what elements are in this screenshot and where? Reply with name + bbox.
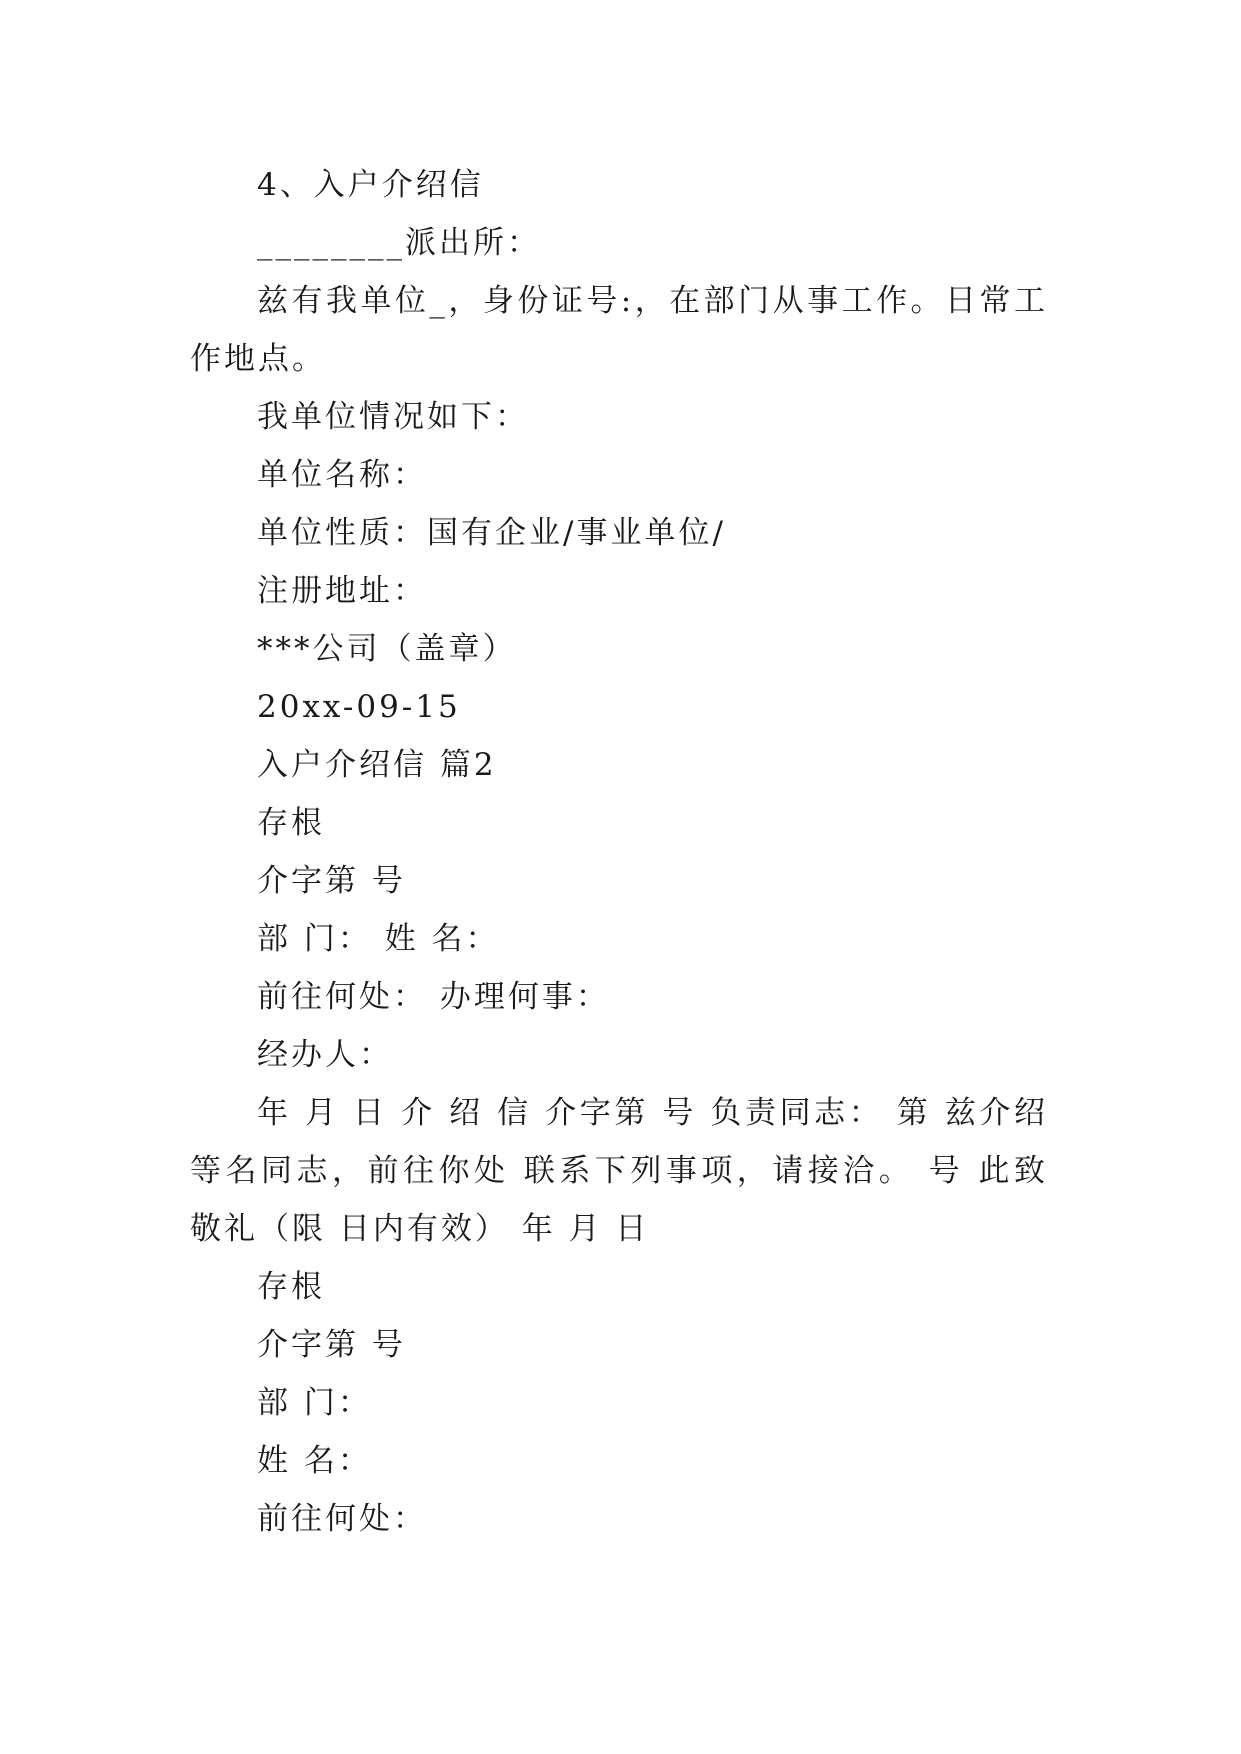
company-seal-line: ***公司（盖章） <box>257 631 517 667</box>
letter-body-text: 兹有我单位_，身份证号:，在部门从事工作。日常工作地点。 <box>190 283 1048 377</box>
destination-line: 前往何处： <box>257 1501 427 1537</box>
reference-number-line-2: 介字第 号 <box>257 1327 406 1363</box>
stub-label-2: 存根 <box>257 1269 325 1305</box>
name-line: 姓 名： <box>257 1443 372 1479</box>
reference-number-line: 介字第 号 <box>257 863 406 899</box>
destination-purpose-line: 前往何处： 办理何事： <box>257 979 610 1015</box>
letter-template-text: 年 月 日 介 绍 信 介字第 号 负责同志： 第 兹介绍 等名同志，前往你处 联系下列事项，请接洽。 号 此致 敬礼（限 日内有效） 年 月 日 <box>190 1095 1061 1247</box>
unit-type-line: 单位性质：国有企业/事业单位/ <box>257 515 726 551</box>
date-line: 20xx-09-15 <box>257 689 461 725</box>
department-name-line: 部 门： 姓 名： <box>257 921 500 957</box>
document-body <box>190 156 1061 1548</box>
department-line: 部 门： <box>257 1385 372 1421</box>
addressee-line: ________派出所： <box>257 225 541 261</box>
section-heading: 4、入户介绍信 <box>257 167 484 203</box>
unit-info-heading: 我单位情况如下： <box>257 399 529 435</box>
unit-name-line: 单位名称： <box>257 457 427 493</box>
registered-address-line: 注册地址： <box>257 573 427 609</box>
template-2-title: 入户介绍信 篇2 <box>257 747 497 783</box>
handler-line: 经办人： <box>257 1037 393 1073</box>
stub-label: 存根 <box>257 805 325 841</box>
